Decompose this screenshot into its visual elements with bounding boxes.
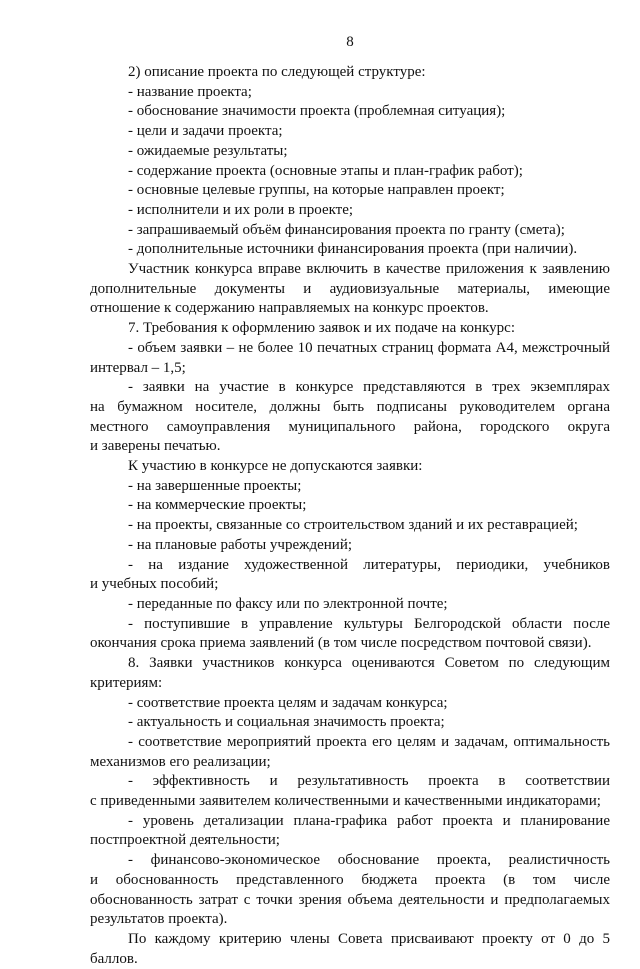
text-line: - цели и задачи проекта; (128, 123, 283, 140)
text-line: на бумажном носителе, должны быть подписаны руководителем органа (90, 398, 610, 415)
text-line: Участник конкурса вправе включить в качестве приложения к заявлению (128, 261, 610, 278)
text-line: с приведенными заявителем количественными и качественными индикаторами; (90, 793, 601, 810)
text-line: - исполнители и их роли в проекте; (128, 201, 354, 218)
text-line: - актуальность и социальная значимость проекта; (128, 714, 445, 731)
text-line: и обоснованность представленного бюджета проекта (в том числе (90, 871, 610, 888)
text-line: и заверены печатью. (90, 438, 221, 455)
text-line: механизмов его реализации; (90, 753, 271, 770)
text-line: - финансово-экономическое обоснование проекта, реалистичность (128, 852, 610, 869)
page-number: 8 (346, 34, 354, 50)
text-line: - основные целевые группы, на которые направлен проект; (128, 182, 505, 199)
text-line: 8. Заявки участников конкурса оцениваются Советом по следующим (128, 655, 610, 672)
text-line: 2) описание проекта по следующей структуре: (128, 64, 426, 80)
text-line: дополнительные документы и аудиовизуальные материалы, имеющие (90, 280, 610, 297)
text-line: местного самоуправления муниципального района, городского округа (90, 418, 610, 435)
text-line: К участию в конкурсе не допускаются заявки: (128, 458, 423, 475)
document-body (90, 63, 610, 969)
text-line: результатов проекта). (90, 911, 228, 928)
text-line: - переданные по факсу или по электронной почте; (128, 595, 448, 612)
text-line: - на завершенные проекты; (128, 477, 302, 494)
text-line: - поступившие в управление культуры Белгородской области после (128, 615, 610, 632)
text-line: отношение к содержанию направляемых на конкурс проектов. (90, 300, 489, 317)
text-line: обоснованность затрат с точки зрения объема деятельности и предполагаемых (90, 891, 610, 908)
text-line: окончания срока приема заявлений (в том числе посредством почтовой связи). (90, 635, 592, 652)
text-line: 7. Требования к оформлению заявок и их подаче на конкурс: (128, 320, 515, 337)
text-line: - объем заявки – не более 10 печатных страниц формата А4, межстрочный (128, 339, 610, 356)
text-line: - соответствие мероприятий проекта его целям и задачам, оптимальность (128, 733, 610, 750)
text-line: и учебных пособий; (90, 576, 219, 593)
text-line: - на издание художественной литературы, периодики, учебников (128, 556, 610, 573)
text-line: критериям: (90, 674, 163, 691)
text-line: интервал – 1,5; (90, 359, 186, 376)
text-line: - на коммерческие проекты; (128, 497, 307, 514)
text-line: - эффективность и результативность проекта в соответствии (128, 773, 610, 790)
text-line: - название проекта; (128, 83, 252, 100)
text-line: - содержание проекта (основные этапы и план-график работ); (128, 162, 523, 179)
text-line: - дополнительные источники финансирования проекта (при наличии). (128, 241, 578, 258)
text-line: - соответствие проекта целям и задачам конкурса; (128, 694, 448, 711)
text-line: - ожидаемые результаты; (128, 142, 288, 159)
text-line: - на плановые работы учреждений; (128, 536, 353, 553)
text-line: - заявки на участие в конкурсе представляются в трех экземплярах (128, 379, 610, 396)
text-line: - обоснование значимости проекта (проблемная ситуация); (128, 103, 506, 120)
text-line: - уровень детализации плана-графика работ проекта и планирование (128, 812, 610, 829)
text-line: - на проекты, связанные со строительством зданий и их реставрацией; (128, 517, 578, 534)
text-line: - запрашиваемый объём финансирования проекта по гранту (смета); (128, 221, 565, 238)
text-line: баллов. (90, 950, 138, 967)
text-line: По каждому критерию члены Совета присваивают проекту от 0 до 5 (128, 930, 610, 947)
text-line: постпроектной деятельности; (90, 832, 280, 849)
